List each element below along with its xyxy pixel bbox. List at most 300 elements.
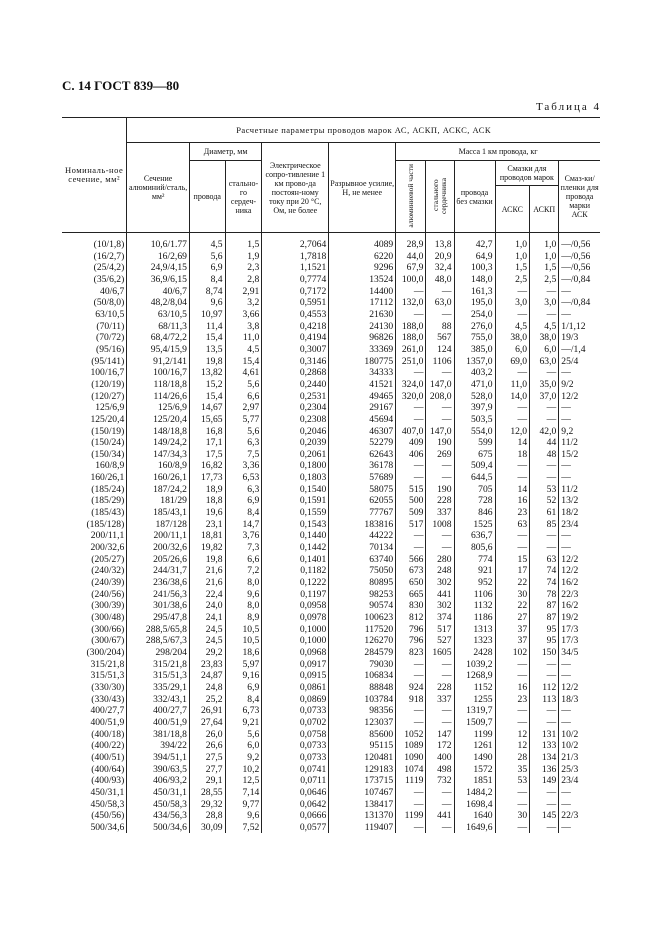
table-cell: 1039,2 <box>454 659 495 671</box>
header-resistance: Электрическое сопро-тивление 1 км прово-да постоян-ному току при 20 °С, Ом, не более <box>262 143 329 233</box>
table-row <box>62 565 600 577</box>
table-row <box>62 297 600 309</box>
table-cell: 63/10,5 <box>95 308 125 320</box>
table-cell: 0,0733 <box>262 740 329 752</box>
table-cell: 62643 <box>329 449 396 461</box>
table-cell: 3,2 <box>225 297 262 309</box>
table-cell: 10,5 <box>225 635 262 647</box>
table-row <box>62 822 600 834</box>
table-cell: 3,0 <box>530 297 559 309</box>
table-cell: 172 <box>426 740 454 752</box>
table-cell: 18,8 <box>189 495 225 507</box>
table-cell: 136 <box>530 764 559 776</box>
table-cell: 14400 <box>329 286 396 298</box>
table-cell: 134 <box>530 752 559 764</box>
table-cell: 1313 <box>454 624 495 636</box>
table-cell: 18,81 <box>189 530 225 542</box>
table-cell: 49465 <box>329 391 396 403</box>
table-cell: 7,2 <box>225 565 262 577</box>
table-row <box>62 764 600 776</box>
table-row <box>62 787 600 799</box>
table-cell: 34333 <box>329 367 396 379</box>
table-cell: 13,5 <box>189 344 225 356</box>
table-cell: 796 <box>396 624 426 636</box>
table-cell: 11,4 <box>189 321 225 333</box>
table-cell: 17,1 <box>189 437 225 449</box>
table-cell: (185/29) <box>91 495 125 507</box>
table-row <box>62 449 600 461</box>
table-cell: — <box>559 309 600 321</box>
header-mass: Масса 1 км провода, кг <box>396 143 600 161</box>
table-cell: — <box>426 670 454 682</box>
table-cell: 301/38,6 <box>127 600 190 612</box>
table-cell: (150/24) <box>91 437 125 449</box>
table-cell: 23,83 <box>189 659 225 671</box>
table-cell: — <box>426 705 454 717</box>
table-cell: 9,6 <box>225 589 262 601</box>
table-cell: 6,3 <box>225 437 262 449</box>
table-cell: 18,9 <box>189 484 225 496</box>
table-cell: 190 <box>426 484 454 496</box>
data-table <box>62 117 600 833</box>
table-cell: 406/93,2 <box>127 775 190 787</box>
table-cell: 774 <box>454 554 495 566</box>
table-cell: 27,5 <box>189 752 225 764</box>
table-cell: 1052 <box>396 729 426 741</box>
table-cell: — <box>559 670 600 682</box>
table-cell: 100,0 <box>396 274 426 286</box>
table-cell: 1649,6 <box>454 822 495 834</box>
table-cell: (300/67) <box>91 635 125 647</box>
table-cell: 9/2 <box>559 379 600 391</box>
table-cell: 131 <box>530 729 559 741</box>
table-cell: 103784 <box>329 694 396 706</box>
table-cell: (400/51) <box>91 751 125 763</box>
table-cell: 335/29,1 <box>127 682 190 694</box>
table-cell: 62055 <box>329 495 396 507</box>
table-cell: 160/8,9 <box>127 460 190 472</box>
table-cell: 61 <box>530 507 559 519</box>
table-cell: 236/38,6 <box>127 577 190 589</box>
table-cell: 7,5 <box>225 449 262 461</box>
table-cell: — <box>396 822 426 834</box>
table-cell: 0,4194 <box>262 332 329 344</box>
table-cell: — <box>559 799 600 811</box>
table-cell: 1261 <box>454 740 495 752</box>
table-row <box>62 635 600 647</box>
table-cell: 19,82 <box>189 542 225 554</box>
table-cell: (450/56) <box>91 810 125 822</box>
table-cell: — <box>426 286 454 298</box>
table-row <box>62 705 600 717</box>
table-cell: 1,9 <box>225 251 262 263</box>
table-cell: — <box>426 822 454 834</box>
table-cell: (10/1,8) <box>93 239 125 250</box>
table-cell: — <box>530 799 559 811</box>
table-cell: — <box>559 717 600 729</box>
table-cell: 40/6,7 <box>100 285 125 297</box>
table-cell: 0,1000 <box>262 624 329 636</box>
table-cell: (150/19) <box>91 425 125 437</box>
table-cell: 78 <box>530 589 559 601</box>
table-cell: 650 <box>396 577 426 589</box>
table-row <box>62 519 600 531</box>
table-cell: 390/63,5 <box>127 764 190 776</box>
table-cell: 132,0 <box>396 297 426 309</box>
table-cell: 394/51,1 <box>127 752 190 764</box>
table-cell: 145 <box>530 810 559 822</box>
table-cell: — <box>495 822 530 834</box>
table-cell: — <box>495 530 530 542</box>
table-cell: 288,5/67,3 <box>127 635 190 647</box>
table-cell: 921 <box>454 565 495 577</box>
table-cell: 1/1,12 <box>559 321 600 333</box>
table-cell: 100,3 <box>454 262 495 274</box>
table-cell: 19/3 <box>559 332 600 344</box>
table-cell: 509 <box>396 507 426 519</box>
table-cell: 27,7 <box>189 764 225 776</box>
table-cell: 276,0 <box>454 321 495 333</box>
table-cell: 509,4 <box>454 460 495 472</box>
table-cell: 27 <box>495 612 530 624</box>
table-cell: 0,2531 <box>262 391 329 403</box>
table-cell: 160/26,1 <box>90 472 125 484</box>
table-cell: 830 <box>396 600 426 612</box>
table-cell: 100/16,7 <box>90 367 125 379</box>
table-cell: 205/26,6 <box>127 554 190 566</box>
table-cell: 123037 <box>329 717 396 729</box>
table-row <box>62 554 600 566</box>
table-cell: 102 <box>495 647 530 659</box>
table-cell: 161,3 <box>454 286 495 298</box>
table-cell: 6,73 <box>225 705 262 717</box>
table-cell: 68/11,3 <box>127 321 190 333</box>
table-cell: 30 <box>495 810 530 822</box>
table-cell: 15,2 <box>189 379 225 391</box>
table-row <box>62 670 600 682</box>
table-cell: 21630 <box>329 309 396 321</box>
table-cell: — <box>426 787 454 799</box>
table-row <box>62 356 600 368</box>
table-cell: 48,0 <box>426 274 454 286</box>
table-cell: 63 <box>495 519 530 531</box>
table-cell: (16/2,7) <box>93 250 125 262</box>
table-cell: 0,1591 <box>262 495 329 507</box>
table-cell: 96826 <box>329 332 396 344</box>
table-cell: 181/29 <box>127 495 190 507</box>
table-cell: 16/2,69 <box>127 251 190 263</box>
table-cell: 0,0915 <box>262 670 329 682</box>
table-cell: 1,7818 <box>262 251 329 263</box>
table-cell: 149 <box>530 775 559 787</box>
table-cell: 6,0 <box>495 344 530 356</box>
header-section: Сечение алюминий/сталь, мм² <box>127 143 190 233</box>
table-row <box>62 286 600 298</box>
table-cell: 1,5 <box>495 262 530 274</box>
table-cell: 0,0869 <box>262 694 329 706</box>
table-cell: — <box>530 367 559 379</box>
table-cell: —/0,84 <box>559 297 600 309</box>
table-cell: —/0,56 <box>559 251 600 263</box>
table-cell: 796 <box>396 635 426 647</box>
table-cell: 450/58,3 <box>90 798 125 810</box>
table-cell: — <box>426 799 454 811</box>
table-cell: 0,0577 <box>262 822 329 834</box>
table-cell: —/0,56 <box>559 233 600 251</box>
table-row <box>62 740 600 752</box>
table-cell: 88 <box>426 321 454 333</box>
header-mass-no-grease: провода без смазки <box>454 161 495 233</box>
table-row <box>62 437 600 449</box>
table-cell: 0,2046 <box>262 426 329 438</box>
table-cell: 1,0 <box>495 251 530 263</box>
table-cell: 517 <box>396 519 426 531</box>
table-cell: 13/2 <box>559 495 600 507</box>
table-cell: 7,52 <box>225 822 262 834</box>
table-cell: 244/31,7 <box>127 565 190 577</box>
table-cell: (150/34) <box>91 448 125 460</box>
table-cell: 251,0 <box>396 356 426 368</box>
table-cell: 846 <box>454 507 495 519</box>
table-cell: 400/51,9 <box>127 717 190 729</box>
table-cell: 98356 <box>329 705 396 717</box>
table-cell: 6,3 <box>225 484 262 496</box>
table-cell: 6,9 <box>225 495 262 507</box>
table-cell: — <box>530 402 559 414</box>
table-cell: 37 <box>495 624 530 636</box>
table-cell: 6,6 <box>225 554 262 566</box>
table-cell: (70/72) <box>96 332 125 344</box>
table-cell: 269 <box>426 449 454 461</box>
table-cell: — <box>530 659 559 671</box>
table-cell: 8,4 <box>189 274 225 286</box>
table-cell: 23 <box>495 507 530 519</box>
table-cell: 188,0 <box>396 332 426 344</box>
table-cell: 500/34,6 <box>127 822 190 834</box>
table-row <box>62 414 600 426</box>
table-cell: 91,2/141 <box>127 356 190 368</box>
table-cell: 160/8,9 <box>95 460 125 472</box>
table-row <box>62 530 600 542</box>
table-cell: 100623 <box>329 612 396 624</box>
table-cell: 7,14 <box>225 787 262 799</box>
table-row <box>62 262 600 274</box>
table-cell: 498 <box>426 764 454 776</box>
table-cell: 44222 <box>329 530 396 542</box>
table-cell: 17/3 <box>559 635 600 647</box>
table-cell: 48,2/8,04 <box>127 297 190 309</box>
table-cell: — <box>495 717 530 729</box>
table-cell: 385,0 <box>454 344 495 356</box>
table-cell: 85 <box>530 519 559 531</box>
table-cell: — <box>530 670 559 682</box>
table-cell: 1255 <box>454 694 495 706</box>
table-cell: 24,8 <box>189 682 225 694</box>
table-cell: 599 <box>454 437 495 449</box>
table-cell: — <box>495 309 530 321</box>
table-cell: 403,2 <box>454 367 495 379</box>
header-diameter-wire: провода <box>189 161 225 233</box>
table-cell: 554,0 <box>454 426 495 438</box>
table-cell: 397,9 <box>454 402 495 414</box>
table-cell: (300/204) <box>86 646 125 658</box>
table-cell: 0,7172 <box>262 286 329 298</box>
table-cell: 14 <box>495 484 530 496</box>
table-cell: 17,5 <box>189 449 225 461</box>
table-cell: — <box>396 414 426 426</box>
table-cell: 924 <box>396 682 426 694</box>
table-cell: — <box>559 787 600 799</box>
table-cell: 302 <box>426 577 454 589</box>
table-cell: 228 <box>426 682 454 694</box>
table-cell: 183816 <box>329 519 396 531</box>
table-cell: 503,5 <box>454 414 495 426</box>
table-cell: 17/3 <box>559 624 600 636</box>
table-cell: 22/3 <box>559 810 600 822</box>
table-cell: 25,2 <box>189 694 225 706</box>
table-cell: 64,9 <box>454 251 495 263</box>
table-cell: — <box>495 670 530 682</box>
table-cell: 173715 <box>329 775 396 787</box>
table-cell: 515 <box>396 484 426 496</box>
table-cell: 0,0702 <box>262 717 329 729</box>
table-cell: 0,0741 <box>262 764 329 776</box>
table-cell: 0,0733 <box>262 752 329 764</box>
table-cell: 400 <box>426 752 454 764</box>
table-cell: 15,4 <box>189 391 225 403</box>
table-cell: — <box>396 286 426 298</box>
table-cell: 28,9 <box>396 233 426 251</box>
table-cell: 17,73 <box>189 472 225 484</box>
table-cell: 13,8 <box>426 233 454 251</box>
table-cell: 58075 <box>329 484 396 496</box>
table-cell: 19,6 <box>189 507 225 519</box>
table-cell: 147,0 <box>426 426 454 438</box>
table-cell: 7,3 <box>225 542 262 554</box>
table-cell: 665 <box>396 589 426 601</box>
table-cell: 188,0 <box>396 321 426 333</box>
header-grease: Смазки для проводов марок <box>495 161 559 186</box>
table-cell: 46307 <box>329 426 396 438</box>
table-cell: 320,0 <box>396 391 426 403</box>
table-cell: 1509,7 <box>454 717 495 729</box>
table-cell: 1,5 <box>530 262 559 274</box>
table-cell: 261,0 <box>396 344 426 356</box>
table-cell: 18,6 <box>225 647 262 659</box>
table-cell: (25/4,2) <box>93 262 125 274</box>
table-cell: 36,9/6,15 <box>127 274 190 286</box>
table-cell: — <box>530 309 559 321</box>
table-cell: 1106 <box>454 589 495 601</box>
table-cell: 131370 <box>329 810 396 822</box>
table-row <box>62 624 600 636</box>
table-cell: — <box>495 414 530 426</box>
table-cell: 4,5 <box>189 233 225 251</box>
table-cell: 0,7774 <box>262 274 329 286</box>
table-cell: 14,7 <box>225 519 262 531</box>
table-cell: 68,4/72,2 <box>127 332 190 344</box>
table-cell: 100/16,7 <box>127 367 190 379</box>
table-cell: 374 <box>426 612 454 624</box>
table-cell: 19/2 <box>559 612 600 624</box>
table-cell: 74 <box>530 577 559 589</box>
table-cell: 1074 <box>396 764 426 776</box>
table-cell: 42,7 <box>454 233 495 251</box>
table-cell: 32,4 <box>426 262 454 274</box>
table-cell: — <box>396 460 426 472</box>
table-cell: 149/24,2 <box>127 437 190 449</box>
table-cell: 10,97 <box>189 309 225 321</box>
table-cell: (240/32) <box>91 565 125 577</box>
table-cell: 25/4 <box>559 356 600 368</box>
table-cell: 11/2 <box>559 437 600 449</box>
table-cell: 75050 <box>329 565 396 577</box>
table-cell: 12/2 <box>559 554 600 566</box>
table-cell: — <box>396 530 426 542</box>
table-cell: 87 <box>530 612 559 624</box>
table-cell: 1089 <box>396 740 426 752</box>
table-cell: 124 <box>426 344 454 356</box>
table-cell: 400/51,9 <box>90 716 125 728</box>
table-cell: 2,5 <box>530 274 559 286</box>
table-cell: 324,0 <box>396 379 426 391</box>
table-cell: 63,0 <box>426 297 454 309</box>
table-cell: 0,0711 <box>262 775 329 787</box>
table-cell: (300/48) <box>91 612 125 623</box>
table-cell: 337 <box>426 507 454 519</box>
table-cell: 4,5 <box>225 344 262 356</box>
table-cell: (400/18) <box>91 728 125 740</box>
table-cell: — <box>495 799 530 811</box>
table-row <box>62 775 600 787</box>
table-cell: 673 <box>396 565 426 577</box>
table-cell: (400/22) <box>91 740 125 752</box>
table-cell: — <box>495 402 530 414</box>
table-cell: 9,16 <box>225 670 262 682</box>
table-cell: 409 <box>396 437 426 449</box>
table-cell: 10,2 <box>225 764 262 776</box>
table-cell: 1484,2 <box>454 787 495 799</box>
table-row <box>62 332 600 344</box>
table-cell: 20,9 <box>426 251 454 263</box>
table-cell: 500 <box>396 495 426 507</box>
table-cell: 0,2039 <box>262 437 329 449</box>
table-cell: 85600 <box>329 729 396 741</box>
table-cell: 23/4 <box>559 775 600 787</box>
header-diameter: Диаметр, мм <box>189 143 261 161</box>
table-cell: 732 <box>426 775 454 787</box>
table-cell: 26,6 <box>189 740 225 752</box>
table-cell: — <box>559 367 600 379</box>
table-cell: 332/43,1 <box>127 694 190 706</box>
table-cell: 19,8 <box>189 356 225 368</box>
table-cell: 24,0 <box>189 600 225 612</box>
table-cell: 1572 <box>454 764 495 776</box>
table-cell: 53 <box>530 484 559 496</box>
table-cell: — <box>396 659 426 671</box>
table-cell: 1,1521 <box>262 262 329 274</box>
table-cell: 16,8 <box>189 426 225 438</box>
table-cell: 16 <box>495 682 530 694</box>
table-cell: 5,6 <box>189 251 225 263</box>
table-cell: — <box>396 367 426 379</box>
table-cell: 117520 <box>329 624 396 636</box>
table-cell: 394/22 <box>127 740 190 752</box>
table-cell: 18/2 <box>559 507 600 519</box>
table-cell: — <box>530 717 559 729</box>
table-cell: 567 <box>426 332 454 344</box>
table-row <box>62 367 600 379</box>
